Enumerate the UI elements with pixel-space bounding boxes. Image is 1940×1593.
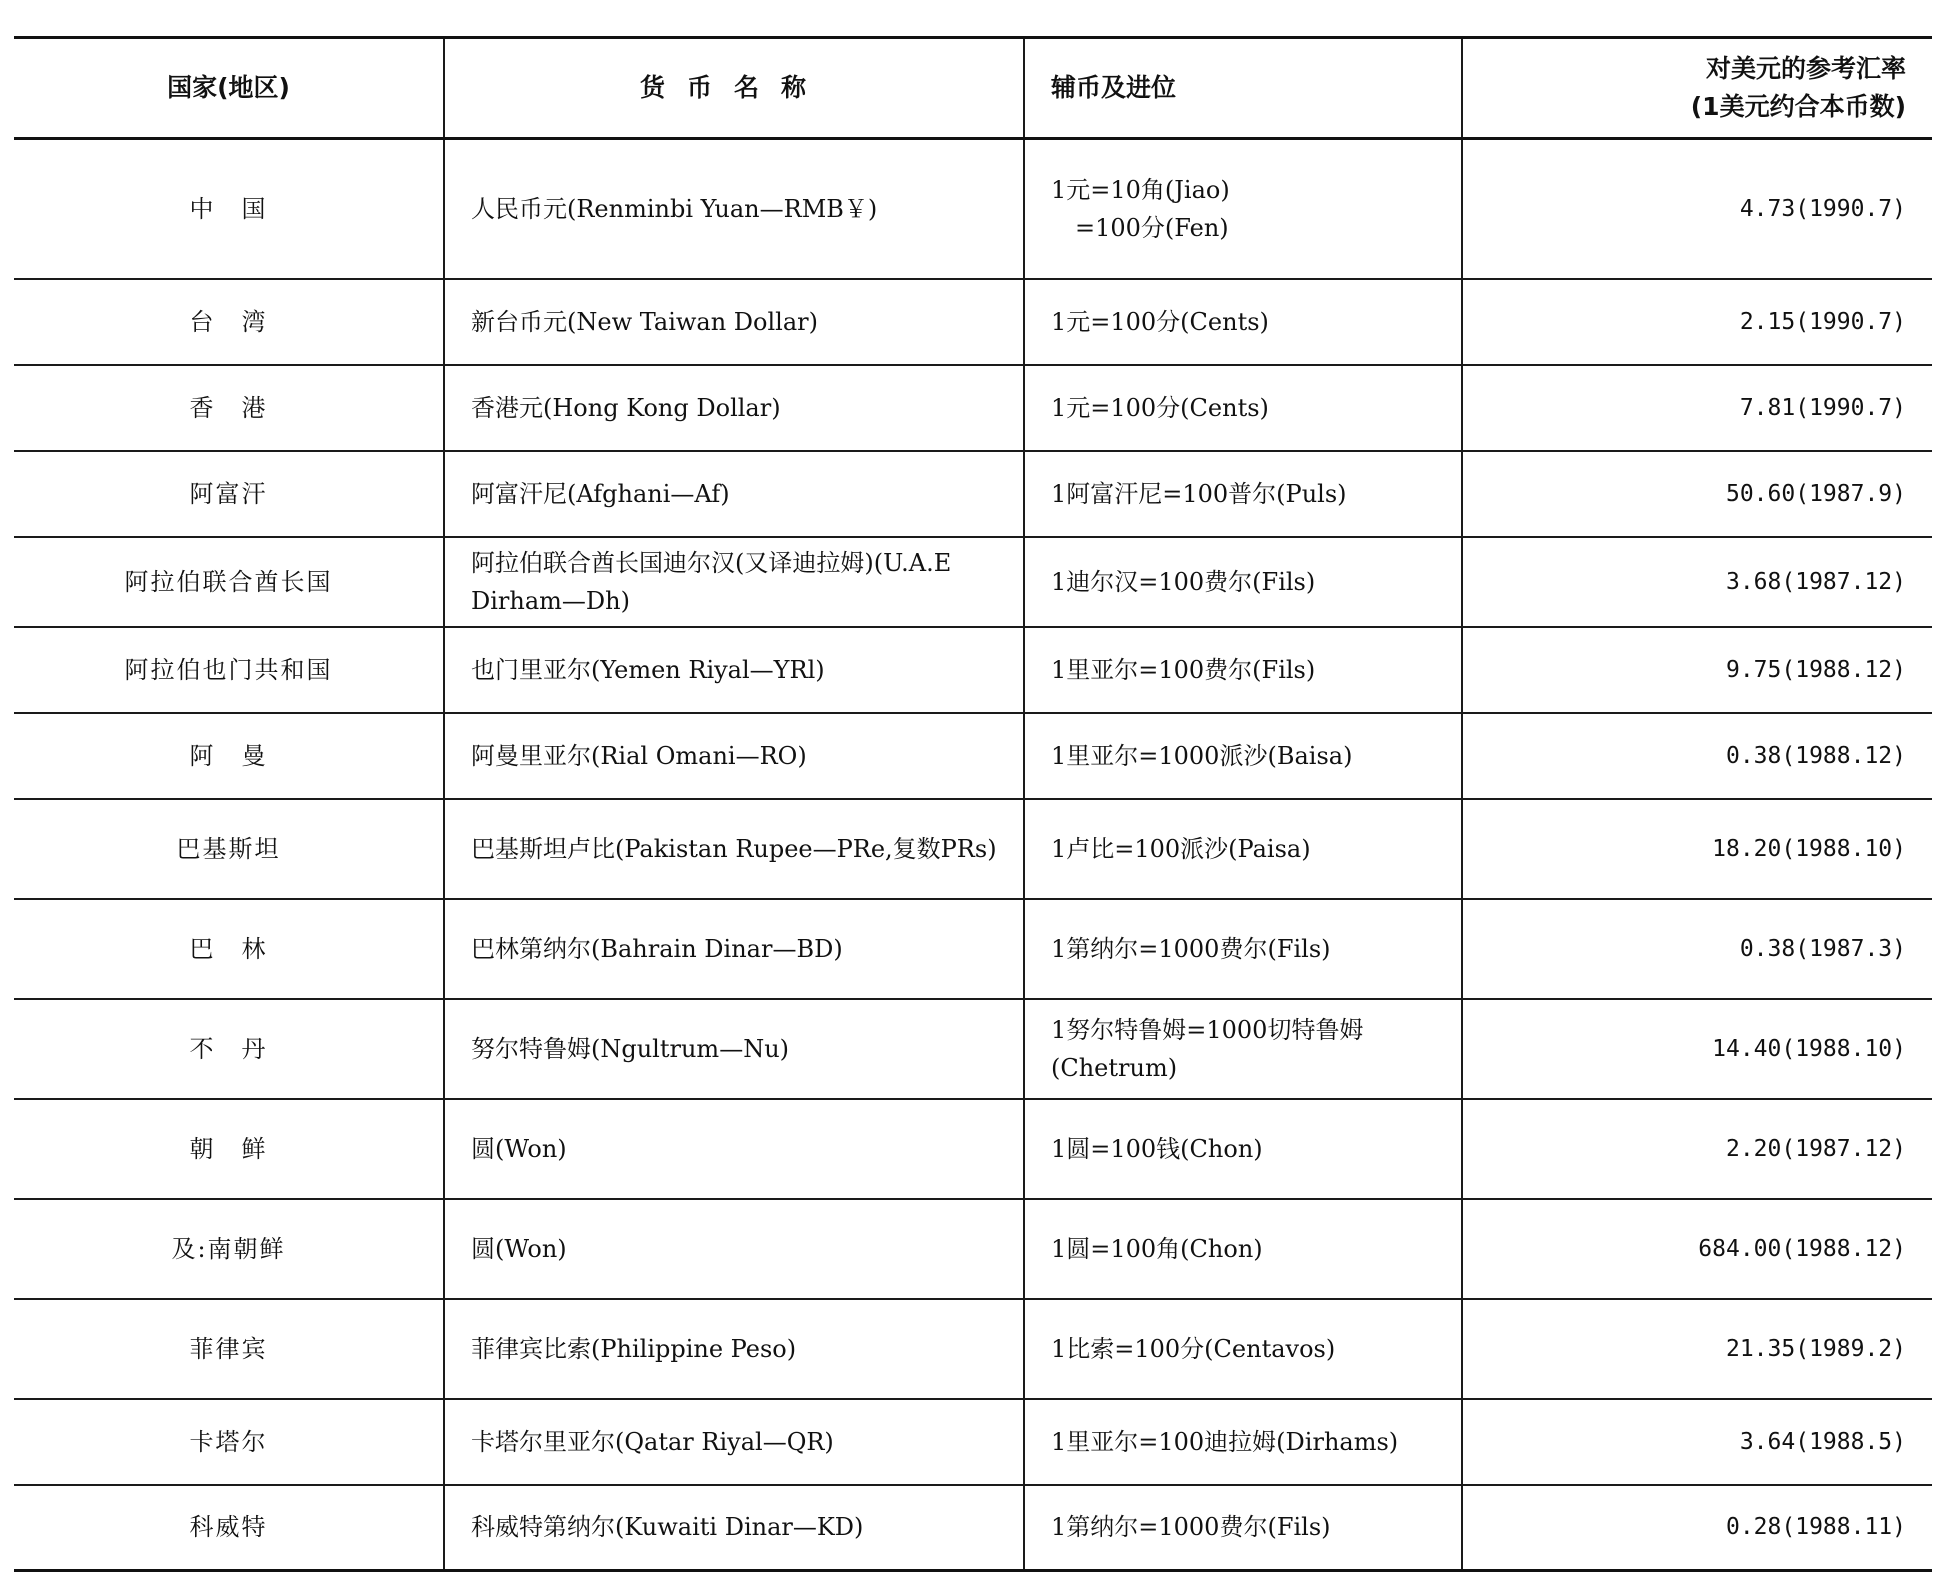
- cell-country: 阿拉伯联合酋长国: [14, 537, 444, 627]
- header-rate-line1: 对美元的参考汇率: [1705, 54, 1906, 83]
- table-row: [14, 899, 1932, 999]
- table-row: [14, 1099, 1932, 1199]
- cell-subunit: [1024, 899, 1462, 999]
- cell-currency-name: 圆(Won): [444, 1199, 1024, 1299]
- cell-currency-name: 科威特第纳尔(Kuwaiti Dinar—KD): [444, 1485, 1024, 1571]
- cell-country: 巴基斯坦: [14, 799, 444, 899]
- cell-subunit-line1: 1里亚尔=1000派沙(Baisa): [1051, 741, 1353, 770]
- table-row: [14, 139, 1932, 279]
- cell-rate: 0.38(1987.3): [1462, 899, 1932, 999]
- cell-subunit-line1: 1元=100分(Cents): [1051, 393, 1269, 422]
- cell-subunit: [1024, 627, 1462, 713]
- cell-rate: 4.73(1990.7): [1462, 139, 1932, 279]
- cell-currency-name: 香港元(Hong Kong Dollar): [444, 365, 1024, 451]
- header-currency-name: 货币名称: [444, 38, 1024, 139]
- cell-country: 及:南朝鲜: [14, 1199, 444, 1299]
- cell-country: 阿富汗: [14, 451, 444, 537]
- cell-subunit-line1: 1里亚尔=100费尔(Fils): [1051, 655, 1316, 684]
- cell-currency-name: 阿富汗尼(Afghani—Af): [444, 451, 1024, 537]
- cell-subunit: [1024, 1199, 1462, 1299]
- cell-subunit: [1024, 1485, 1462, 1571]
- cell-subunit-line1: 1元=100分(Cents): [1051, 307, 1269, 336]
- cell-subunit: [1024, 365, 1462, 451]
- cell-rate: 0.28(1988.11): [1462, 1485, 1932, 1571]
- cell-currency-name: 巴林第纳尔(Bahrain Dinar—BD): [444, 899, 1024, 999]
- cell-subunit: [1024, 139, 1462, 279]
- cell-subunit-line2: =100分(Fen): [1051, 213, 1229, 242]
- cell-country: 台 湾: [14, 279, 444, 365]
- cell-country: 阿 曼: [14, 713, 444, 799]
- cell-rate: 7.81(1990.7): [1462, 365, 1932, 451]
- cell-rate: 684.00(1988.12): [1462, 1199, 1932, 1299]
- cell-country: 阿拉伯也门共和国: [14, 627, 444, 713]
- cell-subunit: [1024, 279, 1462, 365]
- cell-subunit-line1: 1圆=100角(Chon): [1051, 1234, 1263, 1263]
- cell-rate: 3.68(1987.12): [1462, 537, 1932, 627]
- table-row: [14, 1399, 1932, 1485]
- cell-subunit-line1: 1迪尔汉=100费尔(Fils): [1051, 567, 1316, 596]
- table-row: [14, 537, 1932, 627]
- cell-subunit: [1024, 713, 1462, 799]
- cell-rate: 50.60(1987.9): [1462, 451, 1932, 537]
- cell-subunit-line1: 1阿富汗尼=100普尔(Puls): [1051, 479, 1347, 508]
- cell-subunit-line1: 1比索=100分(Centavos): [1051, 1334, 1336, 1363]
- cell-currency-name: 阿拉伯联合酋长国迪尔汉(又译迪拉姆)(U.A.E Dirham—Dh): [444, 537, 1024, 627]
- table-row: [14, 799, 1932, 899]
- cell-subunit: [1024, 451, 1462, 537]
- table-row: [14, 1199, 1932, 1299]
- cell-country: 不 丹: [14, 999, 444, 1099]
- table-row: [14, 451, 1932, 537]
- cell-country: 朝 鲜: [14, 1099, 444, 1199]
- cell-currency-name: 新台币元(New Taiwan Dollar): [444, 279, 1024, 365]
- cell-country: 中 国: [14, 139, 444, 279]
- header-row: [14, 38, 1932, 139]
- cell-subunit: [1024, 1399, 1462, 1485]
- cell-currency-name: 卡塔尔里亚尔(Qatar Riyal—QR): [444, 1399, 1024, 1485]
- cell-rate: 3.64(1988.5): [1462, 1399, 1932, 1485]
- header-rate-line2: (1美元约合本币数): [1690, 92, 1906, 121]
- header-country: 国家(地区): [14, 38, 444, 139]
- cell-subunit-line1: 1第纳尔=1000费尔(Fils): [1051, 1513, 1331, 1542]
- cell-country: 巴 林: [14, 899, 444, 999]
- table-row: [14, 999, 1932, 1099]
- cell-subunit: [1024, 999, 1462, 1099]
- cell-subunit-line1: 1第纳尔=1000费尔(Fils): [1051, 934, 1331, 963]
- cell-country: 香 港: [14, 365, 444, 451]
- cell-subunit: [1024, 537, 1462, 627]
- cell-subunit: [1024, 1099, 1462, 1199]
- header-subunit: 辅币及进位: [1024, 38, 1462, 139]
- cell-rate: 0.38(1988.12): [1462, 713, 1932, 799]
- table-row: [14, 627, 1932, 713]
- cell-rate: 9.75(1988.12): [1462, 627, 1932, 713]
- table-body: [14, 139, 1932, 1571]
- currency-table: [14, 36, 1932, 1572]
- cell-currency-name: 阿曼里亚尔(Rial Omani—RO): [444, 713, 1024, 799]
- cell-subunit-line1: 1卢比=100派沙(Paisa): [1051, 834, 1311, 863]
- cell-currency-name: 圆(Won): [444, 1099, 1024, 1199]
- cell-subunit-line1: 1里亚尔=100迪拉姆(Dirhams): [1051, 1427, 1399, 1456]
- cell-rate: 18.20(1988.10): [1462, 799, 1932, 899]
- cell-rate: 2.20(1987.12): [1462, 1099, 1932, 1199]
- table-row: [14, 1485, 1932, 1571]
- cell-subunit: [1024, 1299, 1462, 1399]
- cell-currency-name: 努尔特鲁姆(Ngultrum—Nu): [444, 999, 1024, 1099]
- cell-currency-name: 也门里亚尔(Yemen Riyal—YRl): [444, 627, 1024, 713]
- table-row: [14, 1299, 1932, 1399]
- cell-country: 科威特: [14, 1485, 444, 1571]
- cell-country: 菲律宾: [14, 1299, 444, 1399]
- cell-currency-name: 人民币元(Renminbi Yuan—RMB￥): [444, 139, 1024, 279]
- cell-currency-name: 巴基斯坦卢比(Pakistan Rupee—PRe,复数PRs): [444, 799, 1024, 899]
- cell-subunit-line1: 1圆=100钱(Chon): [1051, 1134, 1263, 1163]
- cell-currency-name: 菲律宾比索(Philippine Peso): [444, 1299, 1024, 1399]
- table-row: [14, 365, 1932, 451]
- table-row: [14, 279, 1932, 365]
- cell-subunit-line1: 1元=10角(Jiao): [1051, 175, 1230, 204]
- cell-subunit-line1: 1努尔特鲁姆=1000切特鲁姆(Chetrum): [1051, 1015, 1364, 1082]
- cell-subunit: [1024, 799, 1462, 899]
- cell-rate: 14.40(1988.10): [1462, 999, 1932, 1099]
- document-page: [14, 36, 1932, 1572]
- cell-rate: 21.35(1989.2): [1462, 1299, 1932, 1399]
- cell-rate: 2.15(1990.7): [1462, 279, 1932, 365]
- cell-country: 卡塔尔: [14, 1399, 444, 1485]
- table-row: [14, 713, 1932, 799]
- header-rate: [1462, 38, 1932, 139]
